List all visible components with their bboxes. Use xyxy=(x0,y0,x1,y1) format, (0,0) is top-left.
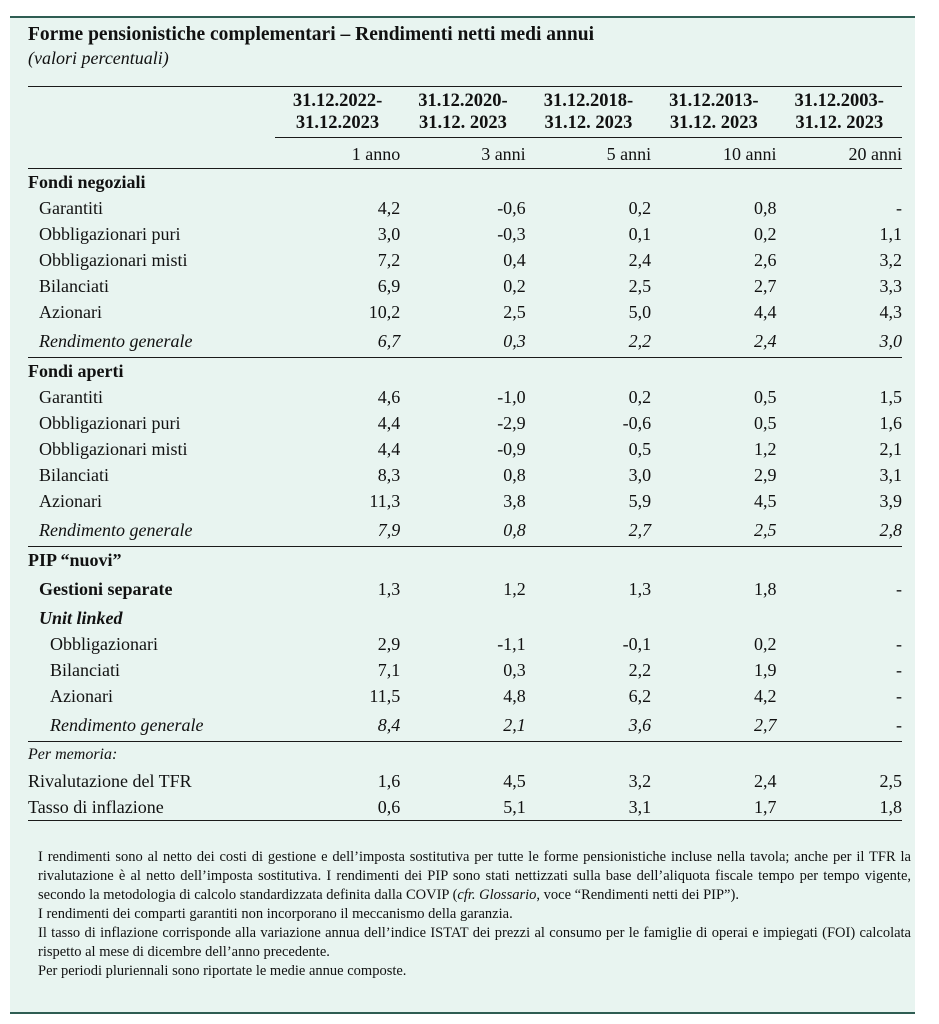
cell-value: 11,5 xyxy=(369,685,401,706)
table-row xyxy=(28,195,902,221)
cell-value: 0,2 xyxy=(628,197,652,218)
cell-value: 3,3 xyxy=(879,275,902,296)
cell-value: 3,8 xyxy=(503,490,526,511)
cell-value: 1,3 xyxy=(628,578,652,599)
cell-value: - xyxy=(896,578,902,599)
cell-value: 0,1 xyxy=(628,223,652,244)
cell-value: 2,2 xyxy=(628,659,652,680)
cell-value: 11,3 xyxy=(369,490,401,511)
cell-value: 5,1 xyxy=(400,794,525,821)
section-heading: Fondi aperti xyxy=(28,360,124,381)
cell-value: 0,5 xyxy=(628,438,652,459)
table-row xyxy=(28,462,902,488)
note-paragraph: I rendimenti sono al netto dei costi di gestione e dell’imposta sostitutiva per tutte le forme pensionistiche incluse nella tavola; anche per il TFR la rivalutazione è al netto dell’imposta sostitutiva. I rendimenti dei PIP sono stati nettizzati sulla base dell’aliquota fiscale tempo per tempo vigente, secondo la metodologia di calcolo standardizzata definita dalla COVIP (cfr. Glossario, voce “Rendimenti netti dei PIP”). xyxy=(38,849,911,903)
cell-value: - xyxy=(777,709,902,742)
note-paragraph: Per periodi pluriennali sono riportate le medie annue composte. xyxy=(38,963,407,979)
cell-value: 0,2 xyxy=(754,223,777,244)
cell-value: 3,1 xyxy=(526,794,651,821)
cell-value: 0,6 xyxy=(275,794,400,821)
subsection-heading: Unit linked xyxy=(39,607,123,628)
row-label: Bilanciati xyxy=(50,659,120,680)
cell-value: -2,9 xyxy=(497,412,526,433)
row-label: Rivalutazione del TFR xyxy=(28,770,192,791)
cell-value: 2,7 xyxy=(526,514,651,547)
cell-value: 0,5 xyxy=(754,386,777,407)
cell-value: - xyxy=(896,197,902,218)
table-title: Forme pensionistiche complementari – Rendimenti netti medi annui xyxy=(28,24,595,45)
row-label: Obbligazionari puri xyxy=(39,223,181,244)
header-corner xyxy=(28,87,275,142)
cell-value: - xyxy=(896,685,902,706)
cell-value: 2,4 xyxy=(754,770,777,791)
table-row xyxy=(28,794,902,821)
row-label: Garantiti xyxy=(39,386,103,407)
row-label: Gestioni separate xyxy=(39,578,173,599)
cell-value: 7,1 xyxy=(377,659,401,680)
cell-value: -1,0 xyxy=(497,386,526,407)
cell-value: 1,6 xyxy=(377,770,401,791)
row-label: Obbligazionari xyxy=(50,633,158,654)
column-header-period: 31.12.2018- 31.12. 2023 xyxy=(526,87,651,142)
table-row xyxy=(28,247,902,273)
cell-value: 4,5 xyxy=(503,770,526,791)
total-row xyxy=(28,514,902,547)
cell-value: 5,0 xyxy=(628,301,652,322)
table-row xyxy=(28,631,902,657)
cell-value: 0,2 xyxy=(754,633,777,654)
header-periods-row xyxy=(28,87,902,142)
cell-value: 2,2 xyxy=(526,325,651,358)
cell-value: - xyxy=(896,659,902,680)
section-heading-row xyxy=(28,547,902,574)
cell-value: 10,2 xyxy=(368,301,401,322)
cell-value: 7,2 xyxy=(377,249,401,270)
cell-value: 1,1 xyxy=(879,223,902,244)
table-row xyxy=(28,299,902,325)
cell-value: 0,5 xyxy=(754,412,777,433)
section-heading-row xyxy=(28,358,902,385)
table-row xyxy=(28,221,902,247)
table-row xyxy=(28,436,902,462)
subsection-heading-row xyxy=(28,605,902,631)
cell-value: 4,4 xyxy=(377,412,401,433)
cell-value: - xyxy=(896,633,902,654)
cell-value: 4,5 xyxy=(754,490,777,511)
cell-value: 0,8 xyxy=(503,464,526,485)
note-paragraph: Il tasso di inflazione corrisponde alla variazione annua dell’indice ISTAT dei prezzi al consumo per le famiglie di operai e impiegati (FOI) calcolata rispetto al mese di dicembre dell’anno precedente. xyxy=(38,925,911,960)
cell-value: 3,0 xyxy=(628,464,652,485)
cell-value: 1,3 xyxy=(377,578,401,599)
column-header-duration: 5 anni xyxy=(526,141,651,169)
row-label: Obbligazionari misti xyxy=(39,438,188,459)
cell-value: -1,1 xyxy=(497,633,526,654)
table-row xyxy=(28,384,902,410)
cell-value: 1,8 xyxy=(754,578,777,599)
cell-value: 2,1 xyxy=(879,438,902,459)
cell-value: 3,2 xyxy=(879,249,902,270)
total-row xyxy=(28,709,902,742)
cell-value: 4,3 xyxy=(879,301,902,322)
cell-value: 2,1 xyxy=(400,709,525,742)
cell-value: 3,1 xyxy=(879,464,902,485)
memo-heading-row xyxy=(28,742,902,769)
cell-value: 1,5 xyxy=(879,386,902,407)
table-row xyxy=(28,683,902,709)
section-heading-row xyxy=(28,169,902,196)
cell-value: -0,9 xyxy=(497,438,526,459)
cell-value: 7,9 xyxy=(275,514,400,547)
cell-value: 6,7 xyxy=(275,325,400,358)
section-heading: PIP “nuovi” xyxy=(28,549,122,570)
table-subtitle: (valori percentuali) xyxy=(28,48,169,68)
cell-value: 6,9 xyxy=(377,275,401,296)
column-header-period: 31.12.2013- 31.12. 2023 xyxy=(651,87,776,142)
table-row xyxy=(28,657,902,683)
cell-value: 2,5 xyxy=(503,301,526,322)
cell-value: 3,0 xyxy=(377,223,401,244)
row-label: Azionari xyxy=(39,301,102,322)
cell-value: 0,3 xyxy=(400,325,525,358)
cell-value: 1,2 xyxy=(503,578,526,599)
cell-value: 4,4 xyxy=(754,301,777,322)
cell-value: 2,9 xyxy=(377,633,401,654)
cell-value: 2,6 xyxy=(754,249,777,270)
cell-value: 8,3 xyxy=(377,464,401,485)
row-label: Garantiti xyxy=(39,197,103,218)
total-row xyxy=(28,325,902,358)
row-label: Obbligazionari puri xyxy=(39,412,181,433)
cell-value: 0,4 xyxy=(503,249,526,270)
column-header-period: 31.12.2020- 31.12. 2023 xyxy=(400,87,525,142)
cell-value: 3,0 xyxy=(777,325,902,358)
table-row xyxy=(28,768,902,794)
row-label: Obbligazionari misti xyxy=(39,249,188,270)
row-label: Tasso di inflazione xyxy=(28,794,275,821)
cell-value: 1,7 xyxy=(651,794,776,821)
cell-value: 2,8 xyxy=(777,514,902,547)
cell-value: 3,9 xyxy=(879,490,902,511)
cell-value: 2,4 xyxy=(651,325,776,358)
cell-value: -0,6 xyxy=(497,197,526,218)
cell-value: 4,8 xyxy=(503,685,526,706)
row-label: Azionari xyxy=(39,490,102,511)
cell-value: 0,8 xyxy=(754,197,777,218)
cell-value: 6,2 xyxy=(628,685,652,706)
column-header-duration: 1 anno xyxy=(275,141,400,169)
cell-value: 8,4 xyxy=(275,709,400,742)
row-label: Rendimento generale xyxy=(28,325,275,358)
cell-value: 3,6 xyxy=(526,709,651,742)
column-header-duration: 20 anni xyxy=(777,141,902,169)
cell-value: 0,2 xyxy=(503,275,526,296)
table-row xyxy=(28,273,902,299)
cell-value: -0,6 xyxy=(622,412,652,433)
cell-value: 5,9 xyxy=(628,490,652,511)
cell-value: 2,9 xyxy=(754,464,777,485)
cell-value: 3,2 xyxy=(628,770,652,791)
row-label: Bilanciati xyxy=(39,464,109,485)
cell-value: 4,4 xyxy=(377,438,401,459)
cell-value: 1,6 xyxy=(879,412,902,433)
cell-value: 4,2 xyxy=(377,197,401,218)
cell-value: -0,1 xyxy=(622,633,652,654)
cell-value: 4,2 xyxy=(754,685,777,706)
returns-table xyxy=(28,86,902,821)
column-header-period: 31.12.2022- 31.12.2023 xyxy=(275,87,400,142)
cell-value: 0,2 xyxy=(628,386,652,407)
header-duration-row xyxy=(28,141,902,169)
table-row xyxy=(28,573,902,605)
row-label: Rendimento generale xyxy=(28,709,275,742)
table-notes xyxy=(38,848,911,981)
cell-value: 2,5 xyxy=(879,770,902,791)
cell-value: 0,3 xyxy=(503,659,526,680)
column-header-duration: 3 anni xyxy=(400,141,525,169)
cell-value: 0,8 xyxy=(400,514,525,547)
cell-value: 1,9 xyxy=(754,659,777,680)
table-row xyxy=(28,410,902,436)
cell-value: 1,8 xyxy=(777,794,902,821)
cell-value: 2,4 xyxy=(628,249,652,270)
cell-value: -0,3 xyxy=(497,223,526,244)
row-label: Azionari xyxy=(50,685,113,706)
memo-heading: Per memoria: xyxy=(28,746,118,763)
column-header-period: 31.12.2003- 31.12. 2023 xyxy=(777,87,902,142)
cell-value: 2,5 xyxy=(651,514,776,547)
cell-value: 2,7 xyxy=(651,709,776,742)
row-label: Rendimento generale xyxy=(28,514,275,547)
cell-value: 2,7 xyxy=(754,275,777,296)
cell-value: 1,2 xyxy=(754,438,777,459)
section-heading: Fondi negoziali xyxy=(28,171,146,192)
cell-value: 4,6 xyxy=(377,386,401,407)
row-label: Bilanciati xyxy=(39,275,109,296)
column-header-duration: 10 anni xyxy=(651,141,776,169)
cell-value: 2,5 xyxy=(628,275,652,296)
table-row xyxy=(28,488,902,514)
note-paragraph: I rendimenti dei comparti garantiti non incorporano il meccanismo della garanzia. xyxy=(38,906,513,922)
